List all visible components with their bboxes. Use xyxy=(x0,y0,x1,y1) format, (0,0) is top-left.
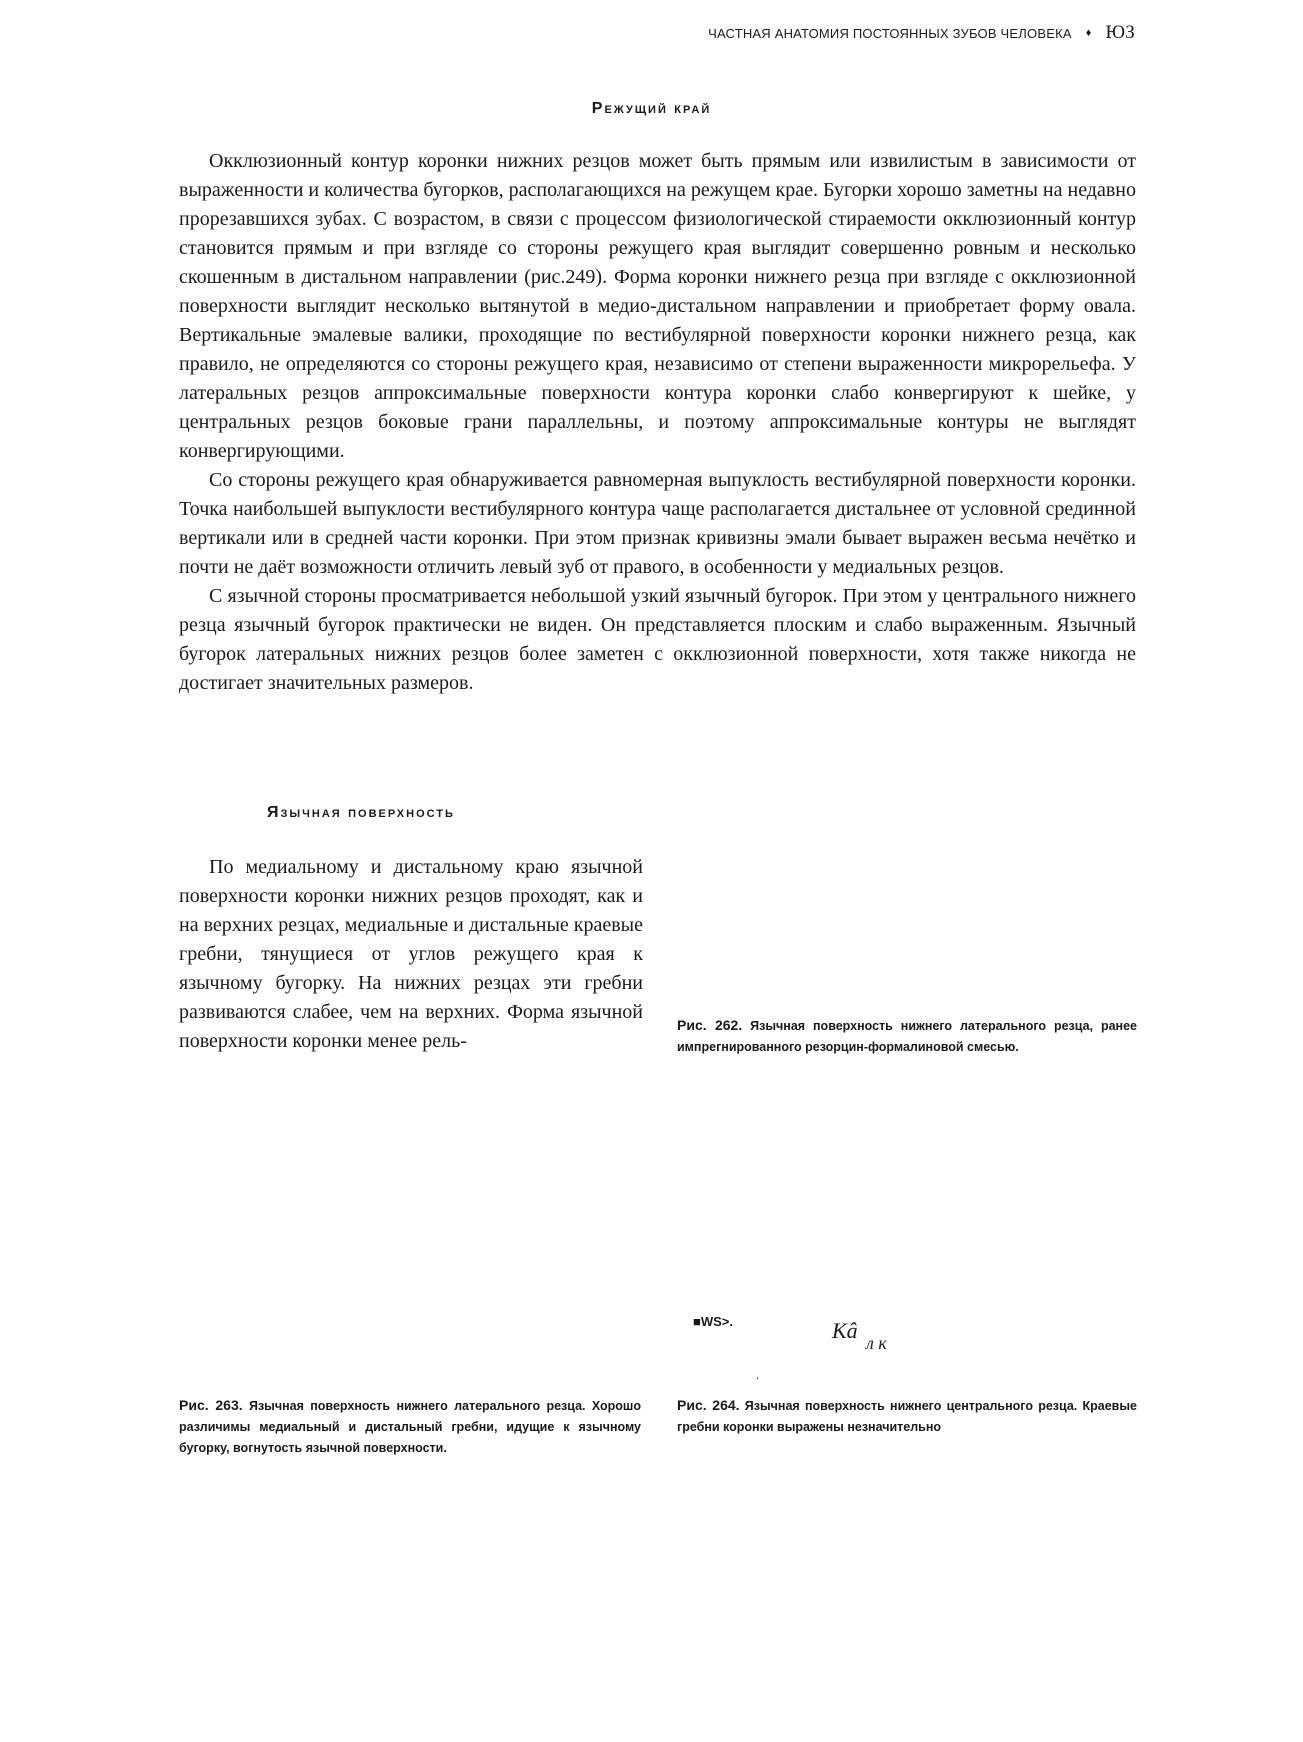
section-title-cutting-edge: Режущий край xyxy=(591,100,712,117)
paragraph: С язычной стороны просматривается небольшой узкий язычный бугорок. При этом у центрального нижнего резца язычный бугорок практически не виден. Он представляется плоским и слабо выраженным. Язычный бугорок латеральных нижних резцов более заметен с окклюзионной поверхности, хотя также никогда не достигает значительных размеров. xyxy=(179,585,1136,694)
figure-caption-text: Язычная поверхность нижнего центрального резца. Краевые гребни коронки выражены незначительно xyxy=(677,1399,1137,1434)
figure-264-fragment-dot: . xyxy=(756,1368,759,1382)
figure-label: Рис. 264. xyxy=(677,1397,740,1413)
figure-caption-text: Язычная поверхность нижнего латерального резца. Хорошо различимы медиальный и дистальный гребни, идущие к язычному бугорку, вогнутость язычной поверхности. xyxy=(179,1399,641,1455)
paragraph: Окклюзионный контур коронки нижних резцов может быть прямым или извилистым в зависимости от выраженности и количества бугорков, располагающихся на режущем крае. Бугорки хорошо заметны на недавно прорезавшихся зубах. С возрастом, в связи с процессом физиологической стираемости окклюзионный контур становится прямым и при взгляде со стороны режущего края выглядит совершенно ровным и несколько скошенным в дистальном направлении (рис.249). Форма коронки нижнего резца при взгляде с окклюзионной поверхности выглядит несколько вытянутой в медио-дистальном направлении и приобретает форму овала. Вертикальные эмалевые валики, проходящие по вестибулярной поверхности коронки нижнего резца, как правило, не определяются со стороны режущего края, независимо от степени выраженности микрорельефа. У латеральных резцов аппроксимальные поверхности контура коронки слабо конвергируют к шейке, у центральных резцов боковые грани параллельны, и поэтому аппроксимальные контуры не выглядят конвергирующими. xyxy=(179,150,1137,462)
paragraph: По медиальному и дистальному краю язычной поверхности коронки нижних резцов проходят, как и на верхних резцах, медиальные и дистальные краевые гребни, тянущиеся от углов режущего края к язычному бугорку. На нижних резцах эти гребни развиваются слабее, чем на верхних. Форма язычной поверхности коронки менее рель- xyxy=(179,856,643,1052)
figure-264-fragment-ws: ■WS>. xyxy=(693,1314,733,1329)
figure-263-image xyxy=(179,1100,641,1385)
figure-caption-262 xyxy=(677,1015,1137,1058)
figure-caption-text: Язычная поверхность нижнего латерального резца, ранее импрегнированного резорцин-формалиновой смесью. xyxy=(677,1019,1137,1054)
running-header-title: ЧАСТНАЯ АНАТОМИЯ ПОСТОЯННЫХ ЗУБОВ ЧЕЛОВЕКА xyxy=(708,25,1072,41)
diamond-separator-icon: ♦ xyxy=(1085,27,1092,39)
figure-264-fragment-lk: л к xyxy=(866,1333,887,1353)
figure-label: Рис. 263. xyxy=(179,1397,243,1413)
section-body-cutting-edge xyxy=(179,147,1136,698)
section-title-lingual-surface: Язычная поверхность xyxy=(267,804,455,821)
section-body-lingual-surface xyxy=(179,853,643,1056)
figure-label: Рис. 262. xyxy=(677,1017,743,1033)
page-number: ЮЗ xyxy=(1105,22,1135,43)
running-header xyxy=(708,22,1135,44)
figure-262-image xyxy=(677,852,1137,1007)
figure-264-image xyxy=(677,1100,1137,1385)
figure-caption-264 xyxy=(677,1395,1137,1438)
figure-caption-263 xyxy=(179,1395,641,1459)
paragraph: Со стороны режущего края обнаруживается равномерная выпуклость вестибулярной поверхности коронки. Точка наибольшей выпуклости вестибулярного контура чаще располагается дистальнее от условной срединной вертикали или в средней части коронки. При этом признак кривизны эмали бывает выражен весьма нечётко и почти не даёт возможности отличить левый зуб от правого, в особенности у медиальных резцов. xyxy=(179,469,1136,578)
figure-264-fragment-ka: Kâ xyxy=(832,1318,858,1343)
